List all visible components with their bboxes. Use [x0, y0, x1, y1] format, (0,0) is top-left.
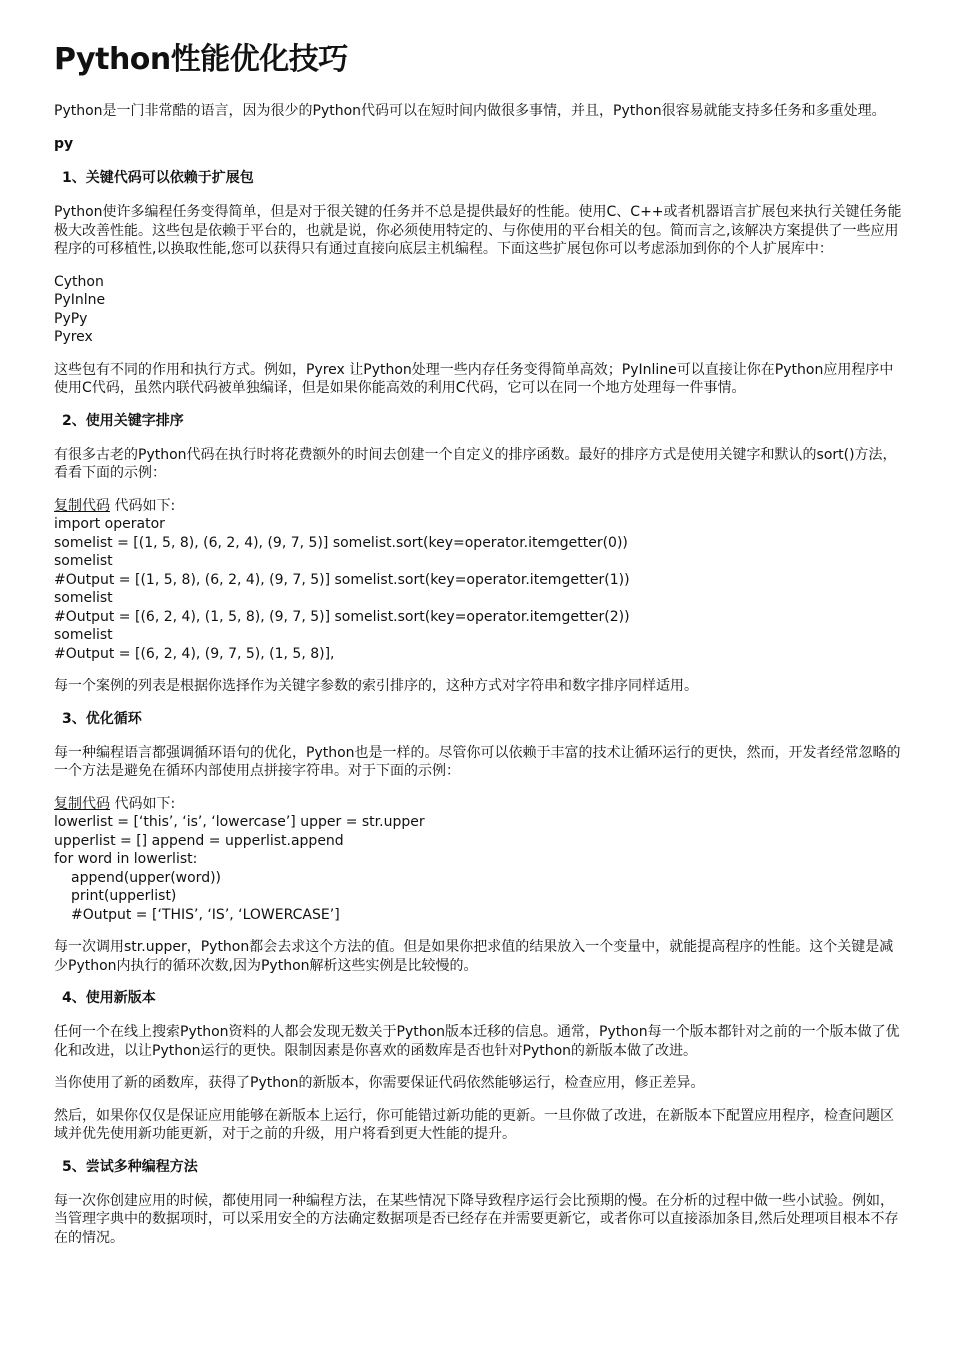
code-line: #Output = [(6, 2, 4), (1, 5, 8), (9, 7, 5)] somelist.sort(key=operator.itemgetter(2)) — [54, 608, 630, 625]
copy-code-link[interactable]: 复制代码 — [54, 497, 110, 514]
code-line: somelist — [54, 627, 113, 643]
package-list — [54, 273, 906, 347]
section-paragraph: 当你使用了新的函数库，获得了Python的新版本，你需要保证代码依然能够运行，检查应用，修正差异。 — [54, 1075, 705, 1091]
code-header-label: 代码如下: — [110, 795, 176, 812]
code-line: for word in lowerlist: — [54, 851, 198, 867]
section-heading: 1、关键代码可以依赖于扩展包 — [62, 170, 254, 186]
section-paragraph: 任何一个在线上搜索Python资料的人都会发现无数关于Python版本迁移的信息。通常，Python每一个版本都针对之前的一个版本做了优化和改进，以让Python运行的更快。限制因素是你喜欢的函数库是否也针对Python的新版本做了改进。 — [54, 1024, 900, 1059]
section-paragraph: 每一次调用str.upper，Python都会去求这个方法的值。但是如果你把求值的结果放入一个变量中，就能提高程序的性能。这个关键是减少Python内执行的循环次数,因为Python解析这些实例是比较慢的。 — [54, 939, 894, 974]
list-item: Cython — [54, 273, 104, 290]
copy-code-link[interactable]: 复制代码 — [54, 795, 110, 812]
section-heading: 5、尝试多种编程方法 — [62, 1158, 198, 1175]
section-heading: 4、使用新版本 — [62, 990, 156, 1006]
code-header — [54, 497, 906, 516]
code-line: somelist = [(1, 5, 8), (6, 2, 4), (9, 7, 5)] somelist.sort(key=operator.itemgetter(0)) — [54, 534, 628, 551]
code-line: upperlist = [] append = upperlist.append — [54, 832, 344, 849]
page-title: Python性能优化技巧 — [54, 42, 348, 77]
code-line: lowerlist = [‘this’, ‘is’, ‘lowercase’] upper = str.upper — [54, 814, 425, 830]
list-item: PyPy — [54, 310, 88, 327]
code-line: import operator — [54, 516, 165, 532]
code-line: #Output = [(6, 2, 4), (9, 7, 5), (1, 5, 8)], — [54, 645, 335, 662]
intro-paragraph: Python是一门非常酷的语言，因为很少的Python代码可以在短时间内做很多事情，并且，Python很容易就能支持多任务和多重处理。 — [54, 103, 886, 119]
section-paragraph: 每一种编程语言都强调循环语句的优化，Python也是一样的。尽管你可以依赖于丰富的技术让循环运行的更快，然而，开发者经常忽略的一个方法是避免在循环内部使用点拼接字符串。对于下面的示例： — [54, 744, 901, 779]
section-paragraph: Python使许多编程任务变得简单，但是对于很关键的任务并不总是提供最好的性能。使用C、C++或者机器语言扩展包来执行关键任务能极大改善性能。这些包是依赖于平台的，也就是说，你必须使用特定的、与你使用的平台相关的包。简而言之,该解决方案提供了一些应用程序的可移植性,以换取性能,您可以获得只有通过直接向底层主机编程。下面这些扩展包你可以考虑添加到你的个人扩展库中： — [54, 204, 902, 257]
code-line: somelist — [54, 553, 113, 569]
code-line: append(upper(word)) — [71, 869, 222, 886]
code-line: #Output = [‘THIS’, ‘IS’, ‘LOWERCASE’] — [71, 906, 340, 923]
section-paragraph: 每一次你创建应用的时候，都使用同一种编程方法，在某些情况下降导致程序运行会比预期的慢。在分析的过程中做一些小试验。例如，当管理字典中的数据项时，可以采用安全的方法确定数据项是否已经存在并需要更新它，或者你可以直接添加条目,然后处理项目根本不存在的情况。 — [54, 1192, 899, 1246]
code-block — [54, 497, 906, 664]
subtitle: py — [54, 135, 74, 152]
list-item: PyInlne — [54, 292, 106, 308]
code-line: #Output = [(1, 5, 8), (6, 2, 4), (9, 7, 5)] somelist.sort(key=operator.itemgetter(1)) — [54, 571, 630, 588]
list-item: Pyrex — [54, 329, 93, 345]
code-block — [54, 795, 906, 925]
code-header-label: 代码如下: — [110, 497, 176, 514]
section-paragraph: 有很多古老的Python代码在执行时将花费额外的时间去创建一个自定义的排序函数。最好的排序方式是使用关键字和默认的sort()方法，看看下面的示例： — [54, 446, 897, 481]
code-line: somelist — [54, 590, 113, 606]
section-paragraph: 这些包有不同的作用和执行方式。例如，Pyrex 让Python处理一些内存任务变得简单高效；PyInline可以直接让你在Python应用程序中使用C代码，虽然内联代码被单独编译，但是如果你能高效的利用C代码，它可以在同一个地方处理每一件事情。 — [54, 361, 894, 396]
section-heading: 2、使用关键字排序 — [62, 412, 184, 429]
code-header — [54, 795, 906, 814]
section-heading: 3、优化循环 — [62, 710, 142, 727]
section-paragraph: 每一个案例的列表是根据你选择作为关键字参数的索引排序的，这种方式对字符串和数字排序同样适用。 — [54, 678, 698, 694]
section-paragraph: 然后，如果你仅仅是保证应用能够在新版本上运行，你可能错过新功能的更新。一旦你做了改进，在新版本下配置应用程序，检查问题区域并优先使用新功能更新，对于之前的升级，用户将看到更大性能的提升。 — [54, 1107, 894, 1142]
code-line: print(upperlist) — [71, 888, 177, 904]
